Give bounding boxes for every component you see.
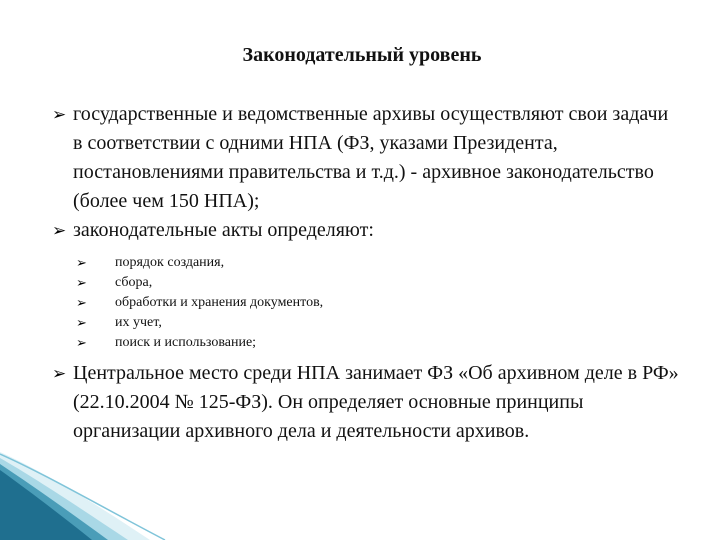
arrowhead-bullet-icon: ➢ <box>76 295 87 310</box>
sub-bullet-list <box>52 253 682 353</box>
arrowhead-bullet-icon: ➢ <box>76 255 87 270</box>
sub-list-item-text: их учет, <box>115 315 162 330</box>
list-item <box>52 100 682 216</box>
sub-list-item <box>52 333 682 353</box>
sub-list-item-text: порядок создания, <box>115 255 225 270</box>
arrowhead-bullet-icon: ➢ <box>52 364 67 383</box>
arrowhead-bullet-icon: ➢ <box>76 315 87 330</box>
sub-list-item <box>52 313 682 333</box>
list-item-text: государственные и ведомственные архивы осуществляют свои задачи в соответствии с одними НПА (ФЗ, указами Президента, постановлениями правительства и т.д.) - архивное законодательство (более чем 150 НПА); <box>73 103 669 212</box>
arrowhead-bullet-icon: ➢ <box>76 335 87 350</box>
list-item-text: законодательные акты определяют: <box>73 219 374 241</box>
arrowhead-bullet-icon: ➢ <box>76 275 87 290</box>
sub-list-item <box>52 293 682 313</box>
sub-list-item <box>52 273 682 293</box>
list-item <box>52 359 682 446</box>
arrowhead-bullet-icon: ➢ <box>52 221 67 240</box>
list-item <box>52 216 682 245</box>
sub-list-item-text: поиск и использование; <box>115 335 257 350</box>
sub-list-item <box>52 253 682 273</box>
corner-wave-decoration <box>0 450 200 540</box>
sub-list-item-text: обработки и хранения документов, <box>115 295 324 310</box>
arrowhead-bullet-icon: ➢ <box>52 105 67 124</box>
bullet-list <box>52 100 682 446</box>
list-item-text: Центральное место среди НПА занимает ФЗ «Об архивном деле в РФ» (22.10.2004 № 125-ФЗ). Он определяет основные принципы организации архивного дела и деятельности архивов. <box>73 362 679 442</box>
sub-list-item-text: сбора, <box>115 275 153 290</box>
slide-title: Законодательный уровень <box>242 44 482 66</box>
